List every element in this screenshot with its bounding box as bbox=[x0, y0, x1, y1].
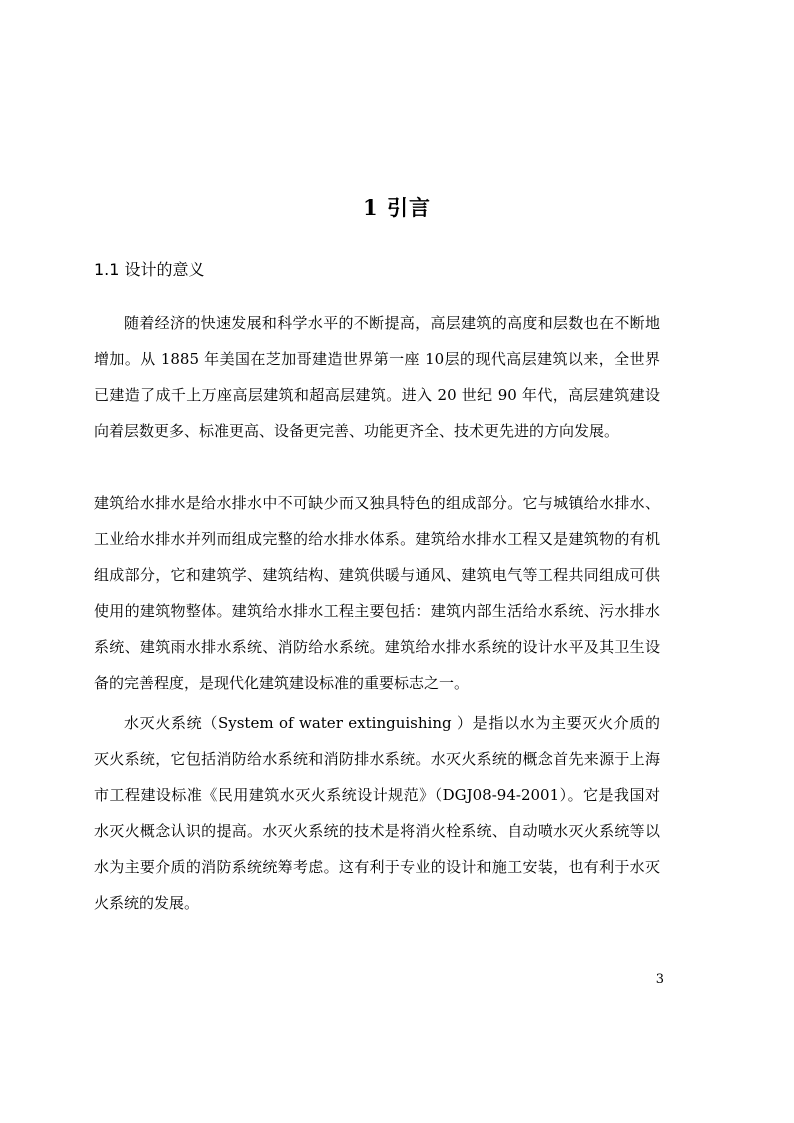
paragraph-building-water-supply: 建筑给水排水是给水排水中不可缺少而又独具特色的组成部分。它与城镇给水排水、工业给水排水并列而组成完整的给水排水体系。建筑给水排水工程又是建筑物的有机组成部分，它和建筑学、建筑结构、建筑供暖与通风、建筑电气等工程共同组成可供使用的建筑物整体。建筑给水排水工程主要包括：建筑内部生活给水系统、污水排水系统、建筑雨水排水系统、消防给水系统。建筑给水排水系统的设计水平及其卫生设备的完善程度，是现代化建筑建设标准的重要标志之一。 bbox=[94, 494, 660, 692]
paragraph-water-fire-extinguishing-system: 水灭火系统（System of water extinguishing ）是指以水为主要灭火介质的灭火系统，它包括消防给水系统和消防排水系统。水灭火系统的概念首先来源于上海市工程建设标准《民用建筑水灭火系统设计规范》（DGJ08-94-2001）。它是我国对水灭火概念认识的提高。水灭火系统的技术是将消火栓系统、自动喷水灭火系统等以水为主要介质的消防系统统筹考虑。这有利于专业的设计和施工安装，也有利于水灭火系统的发展。 bbox=[94, 714, 660, 912]
chapter-title: 1 引言 bbox=[363, 195, 431, 220]
section-title: 1.1 设计的意义 bbox=[94, 260, 205, 279]
page-number: 3 bbox=[655, 972, 664, 987]
paragraph-high-rise-development: 随着经济的快速发展和科学水平的不断提高，高层建筑的高度和层数也在不断地增加。从 1885 年美国在芝加哥建造世界第一座 10层的现代高层建筑以来，全世界已建造了成千上万座高层建筑和超高层建筑。进入 20 世纪 90 年代，高层建筑建设向着层数更多、标准更高、设备更完善、功能更齐全、技术更先进的方向发展。 bbox=[94, 314, 660, 440]
